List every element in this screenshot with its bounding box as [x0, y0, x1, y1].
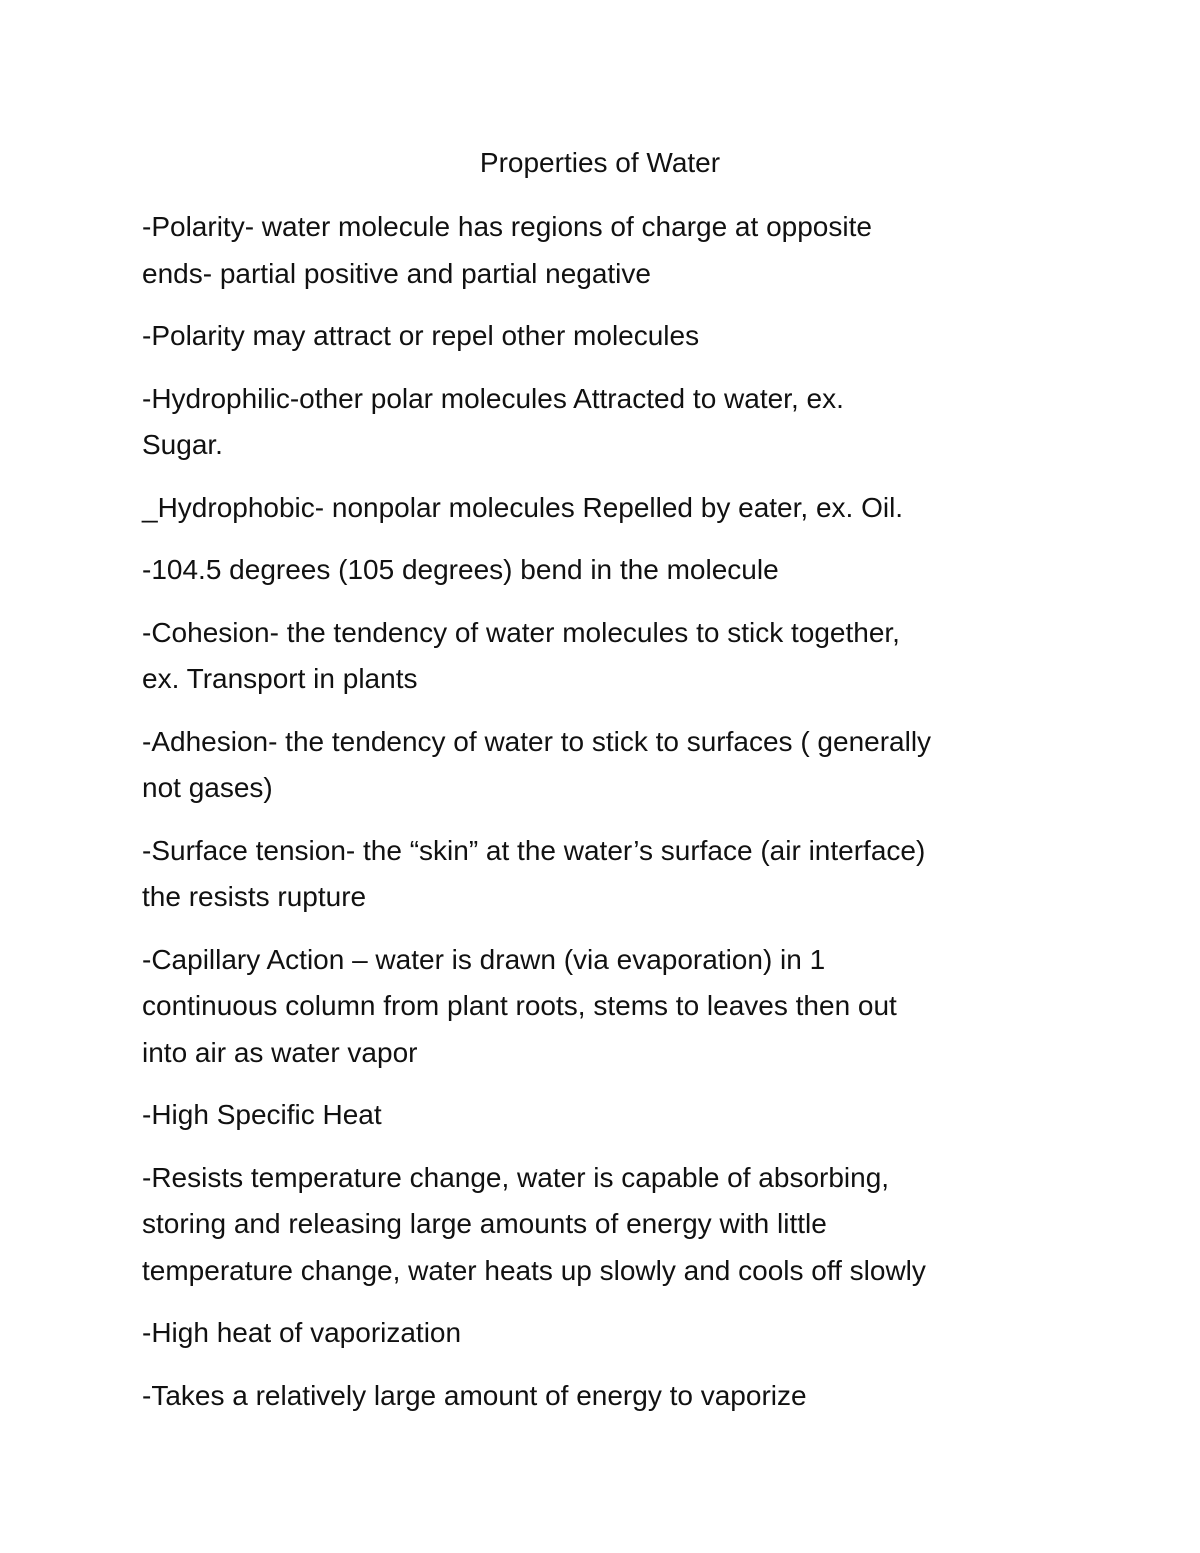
- paragraph-hydrophobic: [142, 485, 1072, 532]
- paragraph-specific-heat: [142, 1092, 1072, 1139]
- paragraph-polarity-attract: [142, 313, 1072, 360]
- paragraph-cohesion: [142, 610, 1072, 703]
- paragraph-capillary-action: [142, 937, 1072, 1077]
- text-line: -Polarity- water molecule has regions of charge at opposite: [142, 211, 872, 242]
- text-line: -Takes a relatively large amount of energy to vaporize: [142, 1379, 807, 1411]
- paragraph-surface-tension: [142, 828, 1072, 921]
- text-line: -High Specific Heat: [142, 1099, 382, 1130]
- text-line: storing and releasing large amounts of energy with little: [142, 1208, 827, 1239]
- text-line: not gases): [142, 772, 273, 803]
- text-line: -Polarity may attract or repel other molecules: [142, 320, 700, 351]
- text-line: -Resists temperature change, water is capable of absorbing,: [142, 1161, 890, 1193]
- paragraph-polarity: [142, 204, 1072, 297]
- paragraph-bond-angle: [142, 547, 1072, 594]
- text-line: -High heat of vaporization: [142, 1317, 462, 1348]
- paragraph-heat-of-vaporization: [142, 1310, 1072, 1357]
- text-line: Sugar.: [142, 429, 223, 460]
- notes-body: [142, 204, 1072, 1435]
- paragraph-resists-temperature: [142, 1155, 1072, 1295]
- text-line: -Hydrophilic-other polar molecules Attracted to water, ex.: [142, 382, 844, 414]
- text-line: -Adhesion- the tendency of water to stick to surfaces ( generally: [142, 725, 932, 757]
- text-line: _Hydrophobic- nonpolar molecules Repelled by eater, ex. Oil.: [142, 491, 904, 523]
- document-title: Properties of Water: [479, 147, 721, 178]
- text-line: -104.5 degrees (105 degrees) bend in the molecule: [142, 554, 779, 585]
- text-line: ends- partial positive and partial negative: [142, 257, 651, 289]
- text-line: -Capillary Action – water is drawn (via evaporation) in 1: [142, 943, 826, 975]
- paragraph-hydrophilic: [142, 376, 1072, 469]
- text-line: -Surface tension- the “skin” at the water’s surface (air interface): [142, 834, 926, 866]
- text-line: ex. Transport in plants: [142, 663, 418, 694]
- text-line: the resists rupture: [142, 881, 367, 912]
- text-line: temperature change, water heats up slowly and cools off slowly: [142, 1254, 926, 1286]
- text-line: -Cohesion- the tendency of water molecules to stick together,: [142, 616, 900, 648]
- paragraph-adhesion: [142, 719, 1072, 812]
- text-line: into air as water vapor: [142, 1036, 418, 1068]
- text-line: continuous column from plant roots, stems to leaves then out: [142, 990, 897, 1021]
- paragraph-vaporize-energy: [142, 1373, 1072, 1420]
